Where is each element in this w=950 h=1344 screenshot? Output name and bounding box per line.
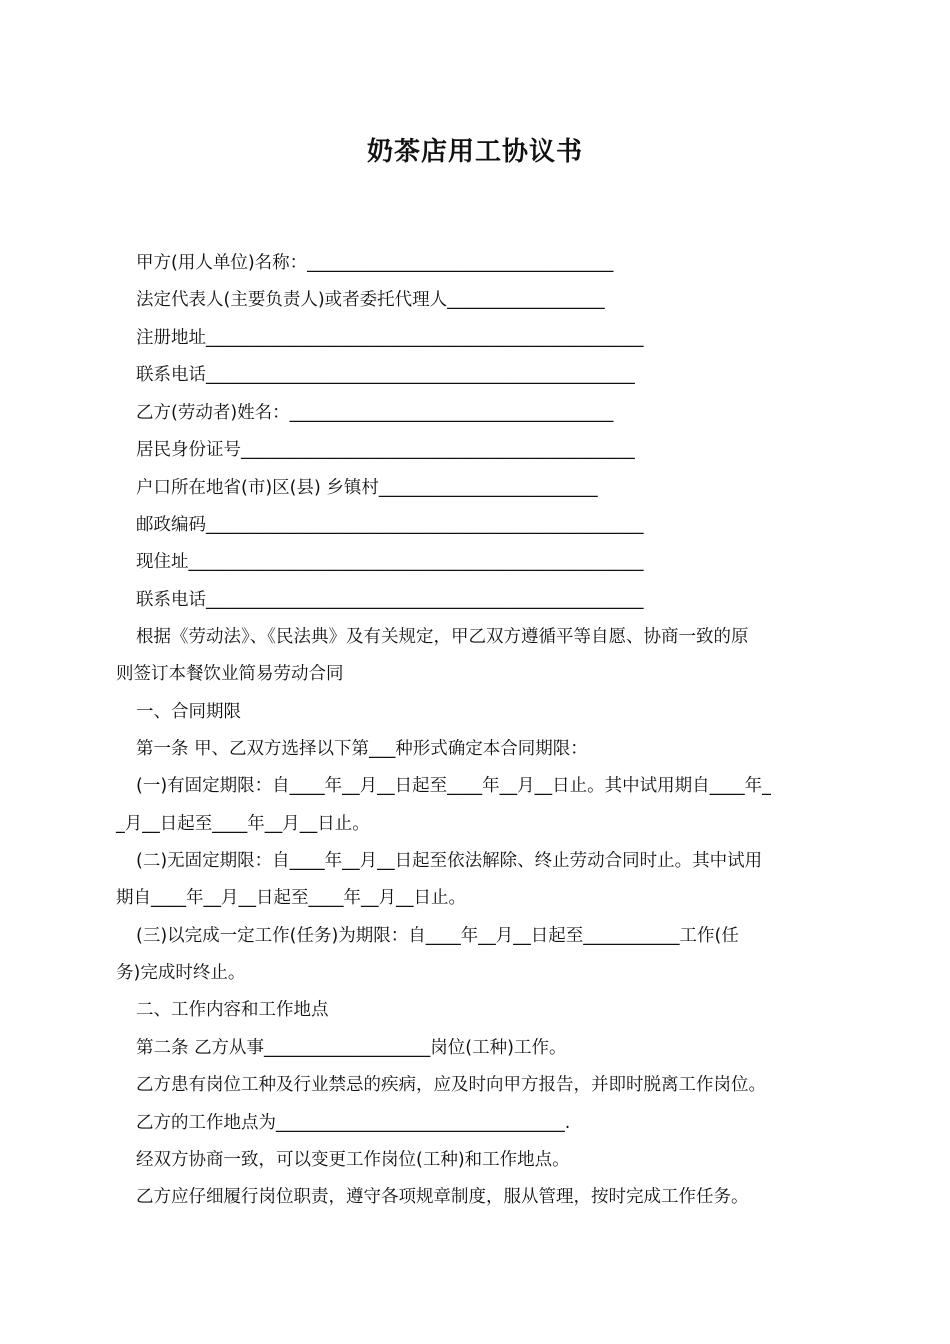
paragraph-disease-report: 乙方患有岗位工种及行业禁忌的疾病，应及时向甲方报告，并即时脱离工作岗位。 [136,1075,766,1095]
paragraph-preamble-line-2: 则签订本餐饮业简易劳动合同 [116,664,344,684]
field-party-a-name: 甲方(用人单位)名称：___________________________________ [136,253,614,273]
field-party-a-phone: 联系电话_________________________________________________ [136,365,635,385]
paragraph-change-position: 经双方协商一致，可以变更工作岗位(工种)和工作地点。 [136,1150,570,1170]
field-legal-representative: 法定代表人(主要负责人)或者委托代理人__________________ [136,290,605,310]
paragraph-preamble-line-1: 根据《劳动法》、《民法典》及有关规定，甲乙双方遵循平等自愿、协商一致的原 [136,627,749,647]
clause-open-term-line-2: 期自____年__月__日起至____年__月__日止。 [116,888,466,908]
section-heading-work-content: 二、工作内容和工作地点 [136,1000,329,1020]
field-party-b-name: 乙方(劳动者)姓名：_____________________________________ [136,403,614,423]
section-heading-contract-term: 一、合同期限 [136,702,241,722]
document-title: 奶茶店用工协议书 [366,137,583,167]
clause-fixed-term-line-2: _月__日起至____年__月__日止。 [116,814,370,834]
field-current-address: 现住址____________________________________________________ [136,552,644,572]
clause-open-term-line-1: (二)无固定期限：自____年__月__日起至依法解除、终止劳动合同时止。其中试用 [136,851,763,871]
field-household-registration: 户口所在地省(市)区(县) 乡镇村_________________________ [136,478,598,498]
field-registered-address: 注册地址__________________________________________________ [136,328,644,348]
article-1: 第一条 甲、乙双方选择以下第___种形式确定本合同期限： [136,739,588,759]
article-2: 第二条 乙方从事___________________岗位(工种)工作。 [136,1038,567,1058]
field-id-number: 居民身份证号_____________________________________________ [136,440,635,460]
clause-task-term-line-1: (三)以完成一定工作(任务)为期限：自____年__月__日起至___________工作(任 [136,926,739,946]
field-party-b-phone: 联系电话__________________________________________________ [136,590,644,610]
clause-fixed-term-line-1: (一)有固定期限：自____年__月__日起至____年__月__日止。其中试用期自____年_ [136,776,771,796]
paragraph-work-location: 乙方的工作地点为_________________________________. [136,1113,571,1133]
clause-task-term-line-2: 务)完成时终止。 [116,963,246,983]
paragraph-duties: 乙方应仔细履行岗位职责，遵守各项规章制度，服从管理，按时完成工作任务。 [136,1187,749,1207]
field-postal-code: 邮政编码__________________________________________________ [136,515,644,535]
